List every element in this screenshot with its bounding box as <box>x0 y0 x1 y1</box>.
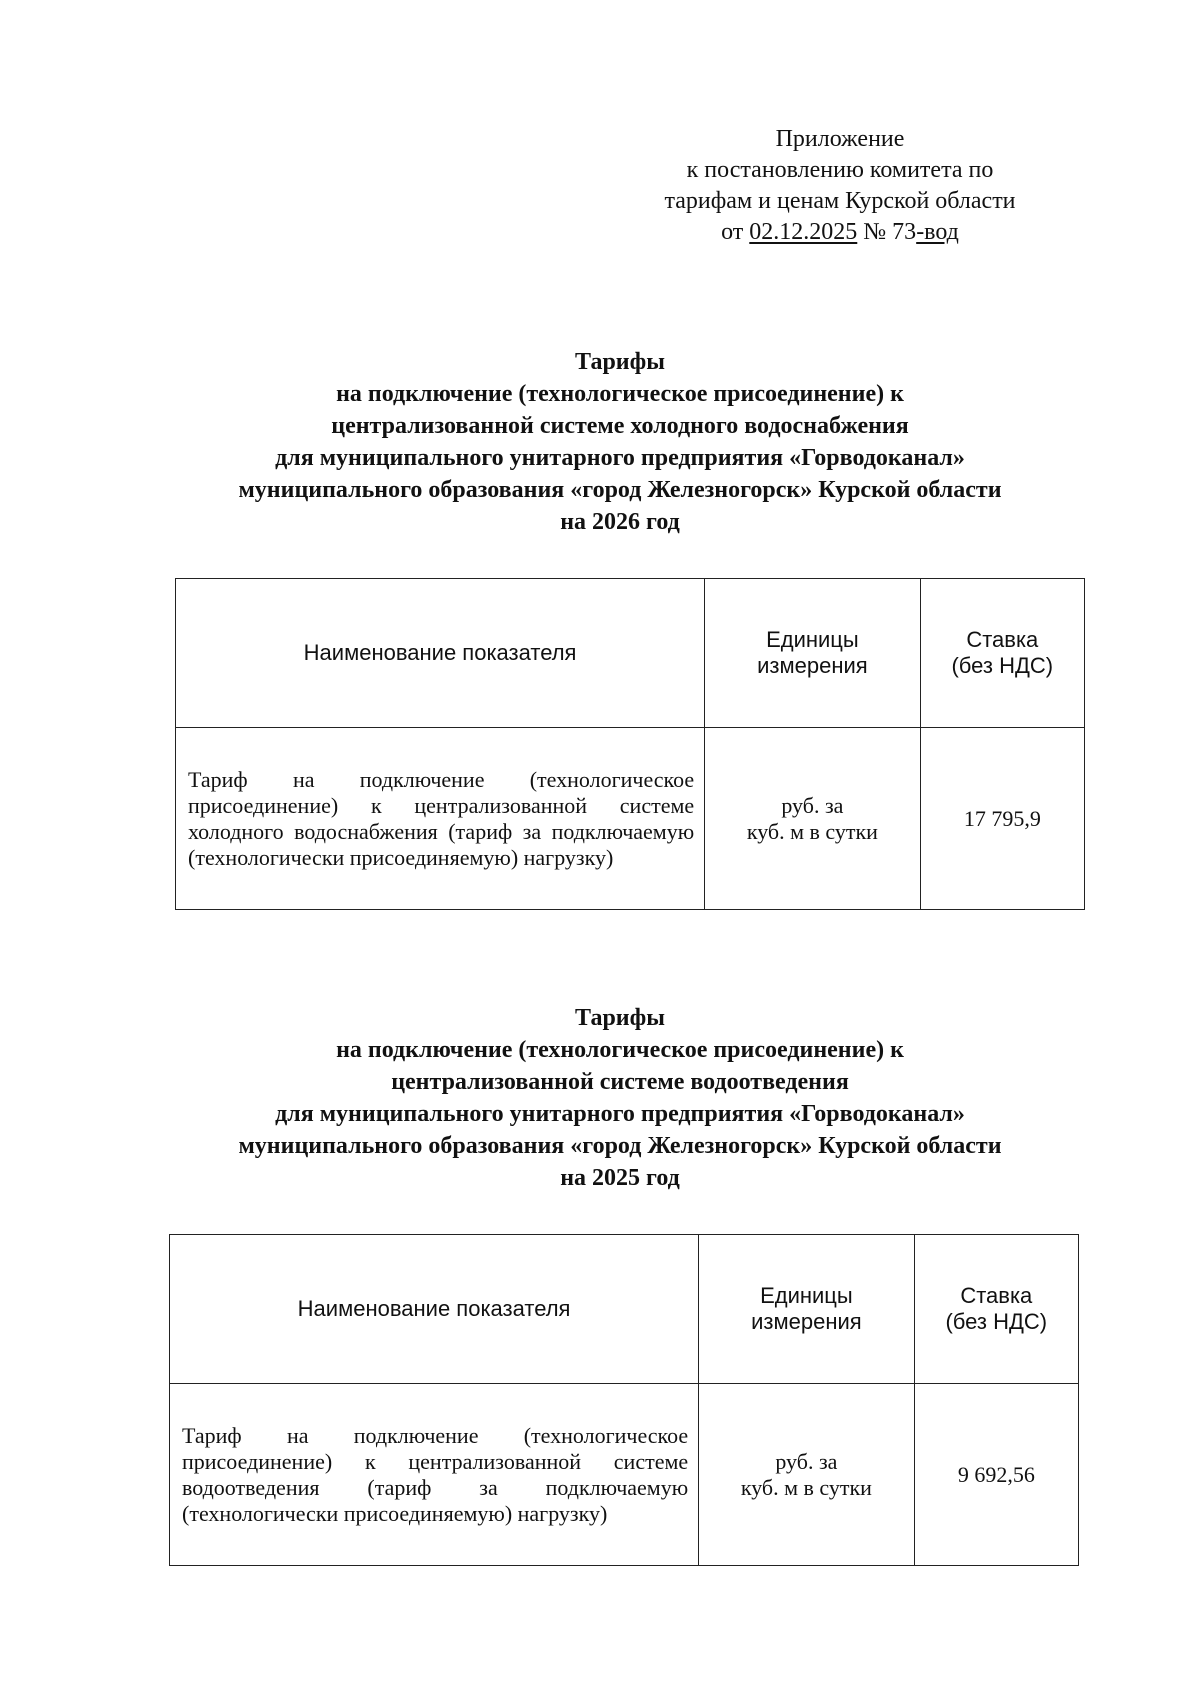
row-unit: руб. за куб. м в сутки <box>705 728 920 910</box>
title-line: для муниципального унитарного предприятия «Горводоканал» <box>275 445 965 471</box>
header-name: Наименование показателя <box>170 1235 699 1384</box>
header-unit: Единицы измерения <box>699 1235 914 1384</box>
title-line: централизованной системе холодного водоснабжения <box>331 413 909 439</box>
header-rate: Ставка (без НДС) <box>914 1235 1078 1384</box>
number-prefix: № 73 <box>857 219 917 245</box>
table-header-row <box>170 1235 1079 1384</box>
title-line: на подключение (технологическое присоединение) к <box>336 381 904 407</box>
table-row <box>170 1384 1079 1566</box>
header-rate: Ставка (без НДС) <box>920 579 1084 728</box>
row-description: Тариф на подключение (технологическое присоединение) к централизованной системе водоотведения (тариф за подключаемую (технологически присоединяемую) нагрузку) <box>170 1384 699 1566</box>
row-description: Тариф на подключение (технологическое присоединение) к централизованной системе холодного водоснабжения (тариф за подключаемую (технологически присоединяемую) нагрузку) <box>176 728 705 910</box>
title-line: для муниципального унитарного предприятия «Горводоканал» <box>275 1101 965 1127</box>
appendix-line-2: к постановлению комитета по <box>686 157 994 183</box>
appendix-date-line <box>600 217 1080 248</box>
title-line: на подключение (технологическое присоединение) к <box>336 1037 904 1063</box>
appendix-block <box>600 124 1080 248</box>
tariff-table-water-supply <box>175 578 1085 910</box>
row-rate: 17 795,9 <box>920 728 1084 910</box>
title-line: муниципального образования «город Железногорск» Курской области <box>238 1133 1002 1159</box>
decree-date: 02.12.2025 <box>749 219 858 245</box>
number-suffix: -вод <box>916 219 959 245</box>
appendix-title: Приложение <box>775 126 905 152</box>
section-1-title <box>120 346 1120 538</box>
section-2-title <box>120 1002 1120 1194</box>
title-line: централизованной системе водоотведения <box>391 1069 849 1095</box>
header-name: Наименование показателя <box>176 579 705 728</box>
title-line: Тарифы <box>575 349 665 375</box>
header-unit: Единицы измерения <box>705 579 920 728</box>
row-unit: руб. за куб. м в сутки <box>699 1384 914 1566</box>
title-line: Тарифы <box>575 1005 665 1031</box>
title-line: на 2026 год <box>560 509 680 535</box>
row-rate: 9 692,56 <box>914 1384 1078 1566</box>
table-row <box>176 728 1085 910</box>
title-line: на 2025 год <box>560 1165 680 1191</box>
title-line: муниципального образования «город Железногорск» Курской области <box>238 477 1002 503</box>
appendix-line-3: тарифам и ценам Курской области <box>664 188 1016 214</box>
table-header-row <box>176 579 1085 728</box>
tariff-table-wastewater <box>169 1234 1079 1566</box>
date-prefix: от <box>721 219 750 245</box>
